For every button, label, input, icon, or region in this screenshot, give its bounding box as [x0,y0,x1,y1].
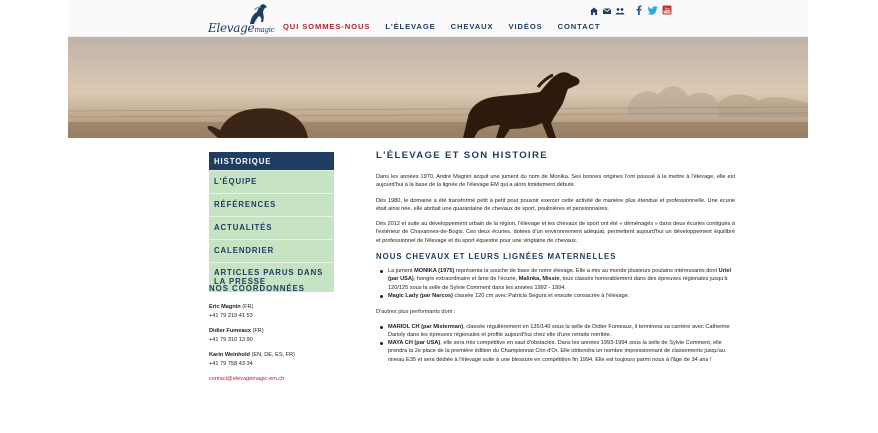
text: , elle sera très compétitive en saut d'obstacles. Dans les années 1993-1994 sous la selle de Sylvie Comment, elle prendra la 2e place de la première édition du Championnat Crin d'Or. Elle obtiendra un nombre impressionnant de classements jusqu'au niveau E35 et sera dédiée à l'élevage suite à une blessure en compétition fin 1994. Elle est toujours parmi nous à l'âge de 34 ans ! [388,340,726,363]
logo-main-text: Elevage [208,21,255,35]
page-title: L'ÉLEVAGE ET SON HISTOIRE [376,150,548,161]
contact-person [209,327,339,344]
sidebar-item-equipe[interactable]: L'ÉQUIPE [209,171,334,193]
svg-text:You: You [664,6,670,11]
person-lang: (EN, DE, ES, FR) [249,352,295,359]
person-phone[interactable]: +41 79 758 43 34 [209,360,253,367]
contact-person [209,351,339,368]
horse-name: Malinka, Missie [518,276,560,283]
person-name: Didier Fumeaux [209,328,251,335]
person-name: Karin Weinhold [209,352,250,359]
person-lang: (FR) [240,304,254,310]
person-lang: (FR) [250,328,264,335]
horse-name: MARIOL CH (par Misterman) [388,323,464,330]
contact-email-link[interactable]: contact@elevagemagic-em.ch [209,375,285,382]
text: La jument [388,268,415,275]
lineage-list [376,267,735,300]
section-title: NOUS CHEVAUX ET LEURS LIGNÉES MATERNELLES [376,252,617,262]
logo-text [208,21,274,35]
twitter-icon[interactable] [648,5,658,15]
mail-icon[interactable] [602,6,612,16]
list-item [388,339,735,364]
text: représenta la souche de base de notre élevage. Elle a mis au monde plusieurs poulains intéressants dont [454,268,719,275]
utility-icons [589,6,625,16]
horse-name: Magic Lady (par Narcos) [388,292,453,299]
contact-block [209,284,339,382]
person-phone[interactable]: +41 79 219 41 53 [209,312,253,319]
facebook-icon[interactable] [634,5,644,15]
horse-name: MONIKA (1975) [414,268,455,275]
person-phone[interactable]: +41 79 310 13 90 [209,336,253,343]
paragraph: D'autres plus performants dont : [376,309,456,316]
horse-name: MAYA CH (par USA) [388,340,441,347]
people-icon[interactable] [615,6,625,16]
sidebar-item-calendrier[interactable]: CALENDRIER [209,240,334,262]
hero-banner [68,37,808,138]
main-nav [283,22,615,31]
page [68,0,808,433]
nav-chevaux[interactable]: CHEVAUX [450,22,494,31]
nav-qui-sommes-nous[interactable]: QUI SOMMES-NOUS [283,22,371,31]
sidebar-item-actualites[interactable]: ACTUALITÉS [209,217,334,239]
list-item [388,323,735,340]
sidebar-item-presse[interactable]: ARTICLES PARUS DANS LA PRESSE [209,263,334,292]
horse-name: Uriel (par USA) [388,268,732,283]
contact-person [209,303,339,320]
paragraph: Dès 1980, le domaine a été transformé petit à petit pour pouvoir exercer cette activité de manière plus étendue et professionnelle. Une écurie était ainsi née, elle abritait une quarantaine de chevaux de sport, poulinières et pensionnaires. [376,197,735,212]
sidebar-nav [209,152,334,292]
text: , tous classés honorablement dans des épreuves régionales jusqu'à 120/125 sous la selle de Sylvie Comment dans les années 1992 - 1994. [388,276,728,291]
nav-videos[interactable]: VIDÉOS [508,22,543,31]
horses-hero-image [68,37,808,138]
nav-elevage[interactable]: L'ÉLEVAGE [385,22,436,31]
text: , hongre extraordinaire et âme de l'écurie, [413,276,519,283]
paragraph: Dans les années 1970, André Magnin acquit une jument du nom de Monika. Ses bonnes origines l'ont poussé à la mettre à l'élevage, elle est aujourd'hui à la base de la lignée de l'élevage EM qui a alors timidement débuté. [376,174,735,189]
svg-text:Tube: Tube [663,10,671,14]
youtube-icon[interactable] [662,5,672,15]
nav-contact[interactable]: CONTACT [557,22,601,31]
paragraph: Dès 2012 et suite au développement urbain de la région, l'élevage et les chevaux de sport ont été « déménagés » dans deux écuries contiguës à l'extérieur de Chavannes-de-Bogis. Ces deux écuries, dotées d'un environnement adéquat, permettent aujourd'hui un développement équilibré et professionnel de l'élevage et du sport équestre pour une vingtaine de chevaux. [376,221,735,244]
performers-list [376,323,735,364]
list-item [388,292,735,300]
text: , classée régulièrement en 135/140 sous la selle de Didier Fumeaux, il terminera sa carrière avec Catherine Darioly dans les épreuves régionales et profite aujourd'hui chez elle d'une retraite méritée. [388,323,730,338]
site-logo[interactable] [208,2,275,35]
social-icons [634,5,672,15]
logo-small-text: magic [254,26,275,34]
coords-title: NOS COORDONNÉES [209,284,306,293]
text: classée 120 cm avec Patricia Segura et ensuite consacrée à l'élevage. [452,292,630,299]
sidebar-item-references[interactable]: RÉFÉRENCES [209,194,334,216]
main-content [376,150,735,372]
site-header [68,0,808,37]
list-item [388,267,735,292]
person-name: Eric Magnin [209,304,241,310]
home-icon[interactable] [589,6,599,16]
sidebar-item-historique[interactable]: HISTORIQUE [209,152,334,170]
